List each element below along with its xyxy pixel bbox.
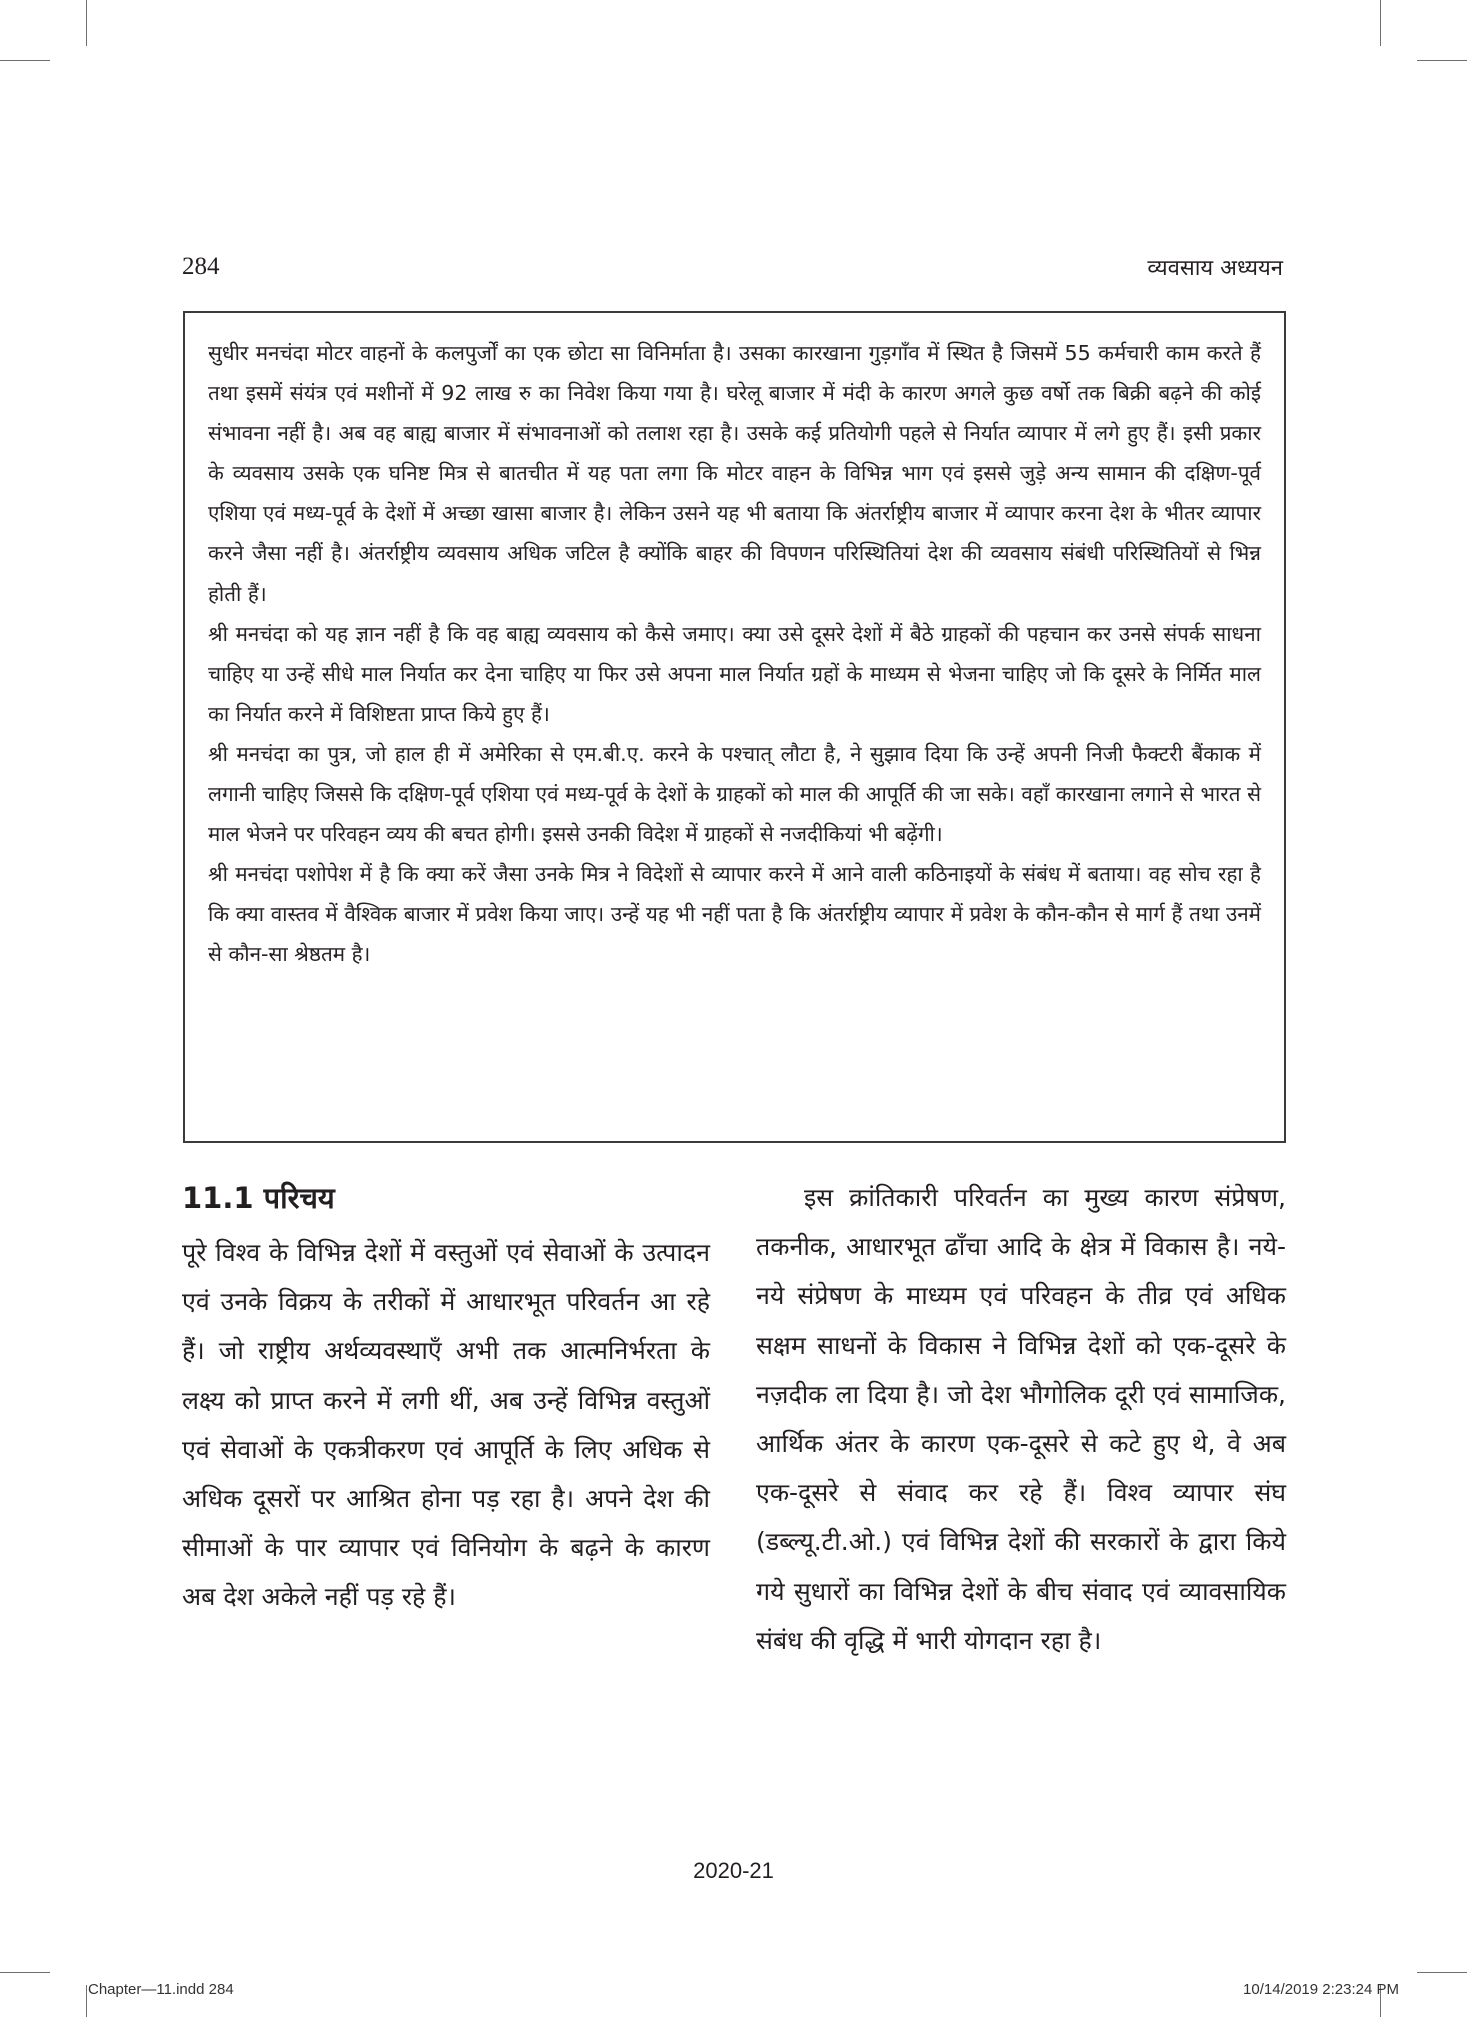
crop-mark <box>1380 0 1381 46</box>
crop-mark <box>86 0 87 46</box>
print-slug-timestamp: 10/14/2019 2:23:24 PM <box>1243 1981 1399 1998</box>
body-paragraph-left: पूरे विश्व के विभिन्न देशों में वस्तुओं एवं सेवाओं के उत्पादन एवं उनके विक्रय के तरीकों में आधारभूत परिवर्तन आ रहे हैं। जो राष्ट्रीय अर्थव्यवस्थाएँ अभी तक आत्मनिर्भरता के लक्ष्य को प्राप्त करने में लगी थीं, अब उन्हें विभिन्न वस्तुओं एवं सेवाओं के एकत्रीकरण एवं आपूर्ति के लिए अधिक से अधिक दूसरों पर आश्रित होना पड़ रहा है। अपने देश की सीमाओं के पार व्यापार एवं विनियोग के बढ़ने के कारण अब देश अकेले नहीं पड़ रहे हैं। <box>182 1238 710 1612</box>
case-study-box <box>183 311 1286 1143</box>
crop-mark <box>0 60 50 61</box>
crop-mark <box>0 1972 50 1973</box>
crop-mark <box>1417 60 1467 61</box>
crop-mark <box>1417 1972 1467 1973</box>
section-heading: 11.1 परिचय <box>182 1181 335 1215</box>
print-slug-file: Chapter—11.indd 284 <box>88 1981 234 1998</box>
case-study-paragraph: श्री मनचंदा को यह ज्ञान नहीं है कि वह बाह्य व्यवसाय को कैसे जमाए। क्या उसे दूसरे देशों में बैठे ग्राहकों की पहचान कर उनसे संपर्क साधना चाहिए या उन्हें सीधे माल निर्यात कर देना चाहिए या फिर उसे अपना माल निर्यात ग्रहों के माध्यम से भेजना चाहिए जो कि दूसरे के निर्मित माल का निर्यात करने में विशिष्टता प्राप्त किये हुए हैं। <box>208 621 1261 726</box>
running-title: व्यवसाय अध्ययन <box>1147 256 1283 281</box>
case-study-paragraph: श्री मनचंदा का पुत्र, जो हाल ही में अमेरिका से एम.बी.ए. करने के पश्चात् लौटा है, ने सुझाव दिया कि उन्हें अपनी निजी फैक्टरी बैंकाक में लगानी चाहिए जिससे कि दक्षिण-पूर्व एशिया एवं मध्य-पूर्व के देशों के ग्राहकों को माल की आपूर्ति की जा सके। वहाँ कारखाना लगाने से भारत से माल भेजने पर परिवहन व्यय की बचत होगी। इससे उनकी विदेश में ग्राहकों से नजदीकियां भी बढ़ेंगी। <box>208 741 1261 847</box>
crop-mark <box>86 1985 87 2017</box>
case-study-paragraph: सुधीर मनचंदा मोटर वाहनों के कलपुर्जों का एक छोटा सा विनिर्माता है। उसका कारखाना गुड़गाँव में स्थित है जिसमें 55 कर्मचारी काम करते हैं तथा इसमें संयंत्र एवं मशीनों में 92 लाख रु का निवेश किया गया है। घरेलू बाजार में मंदी के कारण अगले कुछ वर्षो तक बिक्री बढ़ने की कोई संभावना नहीं है। अब वह बाह्य बाजार में संभावनाओं को तलाश रहा है। उसके कई प्रतियोगी पहले से निर्यात व्यापार में लगे हुए हैं। इसी प्रकार के व्यवसाय उसके एक घनिष्ट मित्र से बातचीत में यह पता लगा कि मोटर वाहन के विभिन्न भाग एवं इससे जुड़े अन्य सामान की दक्षिण-पूर्व एशिया एवं मध्य-पूर्व के देशों में अच्छा खासा बाजार है। लेकिन उसने यह भी बताया कि अंतर्राष्ट्रीय बाजार में व्यापार करना देश के भीतर व्यापार करने जैसा नहीं है। अंतर्राष्ट्रीय व्यवसाय अधिक जटिल है क्योंकि बाहर की विपणन परिस्थितियां देश की व्यवसाय संबंधी परिस्थितियों से भिन्न होती हैं। <box>208 341 1261 606</box>
page-number: 284 <box>182 253 220 280</box>
case-study-paragraph: श्री मनचंदा पशोपेश में है कि क्या करें जैसा उनके मित्र ने विदेशों से व्यापार करने में आने वाली कठिनाइयों के संबंध में बताया। वह सोच रहा है कि क्या वास्तव में वैश्विक बाजार में प्रवेश किया जाए। उन्हें यह भी नहीं पता है कि अंतर्राष्ट्रीय व्यापार में प्रवेश के कौन-कौन से मार्ग हैं तथा उनमें से कौन-सा श्रेष्ठतम है। <box>208 862 1261 967</box>
edition-year: 2020-21 <box>693 1858 774 1883</box>
body-paragraph-right: इस क्रांतिकारी परिवर्तन का मुख्य कारण संप्रेषण, तकनीक, आधारभूत ढाँचा आदि के क्षेत्र में विकास है। नये-नये संप्रेषण के माध्यम एवं परिवहन के तीव्र एवं अधिक सक्षम साधनों के विकास ने विभिन्न देशों को एक-दूसरे के नज़दीक ला दिया है। जो देश भौगोलिक दूरी एवं सामाजिक, आर्थिक अंतर के कारण एक-दूसरे से कटे हुए थे, वे अब एक-दूसरे से संवाद कर रहे हैं। विश्व व्यापार संघ (डब्ल्यू.टी.ओ.) एवं विभिन्न देशों की सरकारों के द्वारा किये गये सुधारों का विभिन्न देशों के बीच संवाद एवं व्यावसायिक संबंध की वृद्धि में भारी योगदान रहा है। <box>756 1183 1286 1655</box>
